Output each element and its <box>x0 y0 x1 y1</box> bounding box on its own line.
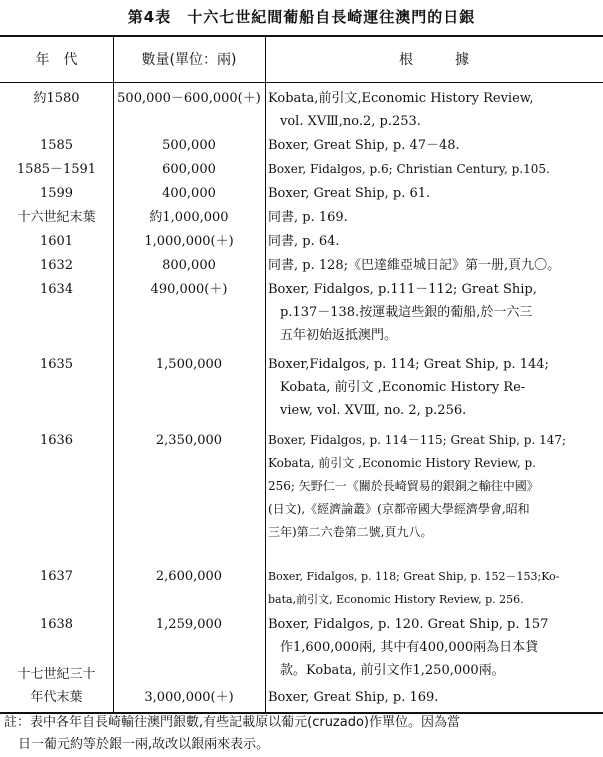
table-header <box>0 37 603 83</box>
source-line: Boxer, Fidalgos, p.6; Christian Century, p.105. <box>268 162 550 176</box>
source-cell <box>268 613 601 682</box>
quantity-cell: 500,000 <box>162 138 216 153</box>
source-line: 五年初始返抵澳門。 <box>280 328 398 343</box>
quantity-cell: 2,350,000 <box>155 433 223 448</box>
source-line: 同書, p. 64. <box>268 234 340 249</box>
source-cell <box>268 353 601 422</box>
source-line: Boxer, Great Ship, p. 47－48. <box>268 138 460 153</box>
quantity-cell: 400,000 <box>162 186 216 201</box>
source-line: Kobata,前引文,Economic History Review, <box>268 91 534 106</box>
source-line: Boxer, Fidalgos, p. 120. Great Ship, p. 157 <box>268 617 549 632</box>
source-line: 作1,600,000兩, 其中有400,000兩為日本貸 <box>280 640 539 655</box>
quantity-cell: 1,259,000 <box>155 617 223 632</box>
year-cell: 1632 <box>39 258 74 273</box>
source-line: Boxer, Great Ship, p. 61. <box>268 186 431 201</box>
source-line: Boxer, Fidalgos, p.111－112; Great Ship, <box>268 282 537 297</box>
table-note <box>4 712 600 756</box>
quantity-cell: 2,600,000 <box>155 569 223 584</box>
year-cell: 1636 <box>39 433 74 448</box>
source-cell <box>268 278 601 347</box>
header-year: 年 代 <box>35 52 78 68</box>
quantity-cell: 800,000 <box>162 258 216 273</box>
source-cell <box>268 254 601 277</box>
note-line: 註：表中各年自長崎輸往澳門銀數,有些記載原以葡元(cruzado)作單位。因為當 <box>4 715 461 730</box>
header-quantity: 數量(單位：兩) <box>141 52 237 68</box>
quantity-cell: 490,000(＋) <box>150 282 228 297</box>
source-cell <box>268 686 601 709</box>
source-line: Kobata, 前引文 ,Economic History Re- <box>280 380 526 395</box>
source-cell <box>268 206 601 229</box>
source-cell <box>268 134 601 157</box>
header-source: 根 據 <box>399 52 469 68</box>
source-line: 同書, p. 128;《巴達維亞城日記》第一册,頁九〇。 <box>268 258 561 273</box>
source-line: 三年)第二六卷第二號,頁九八。 <box>268 525 433 539</box>
year-cell <box>0 663 113 709</box>
year-cell: 1601 <box>39 234 74 249</box>
source-cell <box>268 158 601 181</box>
source-cell <box>268 429 601 544</box>
source-line: (日文),《經濟論叢》(京都帝國大學經濟學會,昭和 <box>268 502 530 516</box>
source-cell <box>268 565 601 611</box>
source-line: p.137－138.按運載這些銀的葡船,於一六三 <box>280 305 533 320</box>
year-cell: 1637 <box>39 569 74 584</box>
quantity-cell: 600,000 <box>162 162 216 177</box>
year-cell: 1585 <box>39 138 74 153</box>
column-divider <box>265 37 266 712</box>
year-line: 十七世紀三十 <box>17 667 96 682</box>
source-cell <box>268 230 601 253</box>
year-cell: 1599 <box>39 186 74 201</box>
quantity-cell: 500,000－600,000(＋) <box>117 91 261 106</box>
source-line: Kobata, 前引文 ,Economic History Review, p. <box>268 456 537 470</box>
source-line: bata,前引文, Economic History Review, p. 256. <box>268 593 524 606</box>
data-table <box>0 35 603 714</box>
note-line: 日一葡元約等於銀一兩,故改以銀兩來表示。 <box>18 737 270 752</box>
year-line: 年代末葉 <box>30 690 83 705</box>
year-cell: 十六世紀末葉 <box>17 210 96 225</box>
source-line: Boxer,Fidalgos, p. 114; Great Ship, p. 144; <box>268 357 549 372</box>
source-line: 256; 矢野仁一《關於長崎貿易的銀銅之輸往中國》 <box>268 479 539 493</box>
year-cell: 1585－1591 <box>16 162 97 177</box>
source-line: Boxer, Great Ship, p. 169. <box>268 690 439 705</box>
quantity-cell: 1,500,000 <box>155 357 223 372</box>
year-cell: 1638 <box>39 617 74 632</box>
source-line: 同書, p. 169. <box>268 210 348 225</box>
year-cell: 約1580 <box>33 91 80 106</box>
table-title: 第4表 十六七世紀間葡船自長崎運往澳門的日銀 <box>127 8 476 26</box>
source-cell <box>268 182 601 205</box>
quantity-cell: 1,000,000(＋) <box>144 234 234 249</box>
source-line: Boxer, Fidalgos, p. 114－115; Great Ship, p. 147; <box>268 433 567 447</box>
source-line: vol. XVⅢ,no.2, p.253. <box>280 114 421 129</box>
quantity-cell: 約1,000,000 <box>149 210 229 225</box>
source-line: 款。Kobata, 前引文作1,250,000兩。 <box>280 663 505 678</box>
source-line: Boxer, Fidalgos, p. 118; Great Ship, p. 152－153;Ko- <box>268 570 560 583</box>
quantity-cell: 3,000,000(＋) <box>144 690 234 705</box>
source-line: view, vol. XVⅢ, no. 2, p.256. <box>280 403 467 418</box>
source-cell <box>268 87 601 133</box>
year-cell: 1634 <box>39 282 74 297</box>
year-cell: 1635 <box>39 357 74 372</box>
